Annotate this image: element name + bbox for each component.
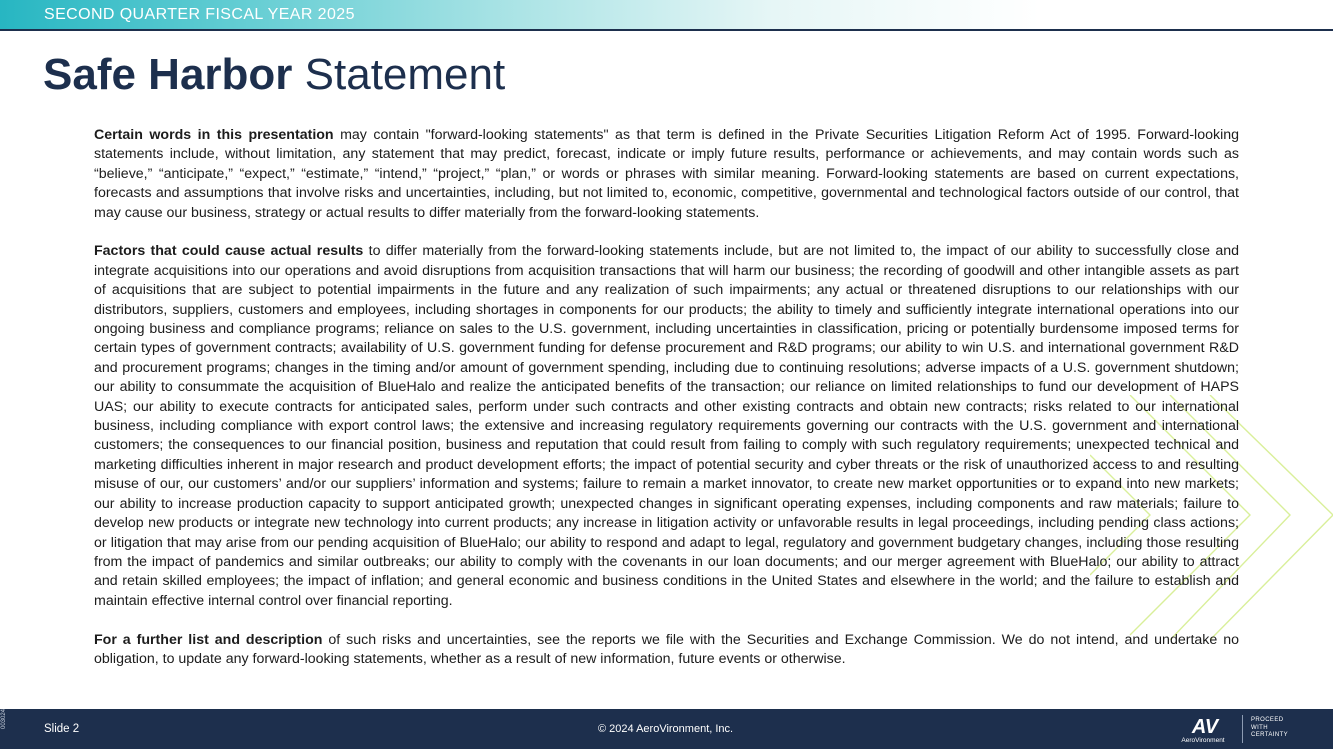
document-code: 003024 — [1, 708, 7, 729]
logo-wordmark: AeroVironment — [1181, 737, 1225, 744]
tagline — [1251, 717, 1311, 740]
tagline-line: PROCEED — [1251, 717, 1284, 723]
paragraph-lead: For a further list and description — [94, 631, 323, 648]
paragraph-text: to differ materially from the forward-looking statements include, but are not limited to, the impact of our ability to successfully close and integrate acquisitions into our operations and avoid disruptions from acquisition transactions that will harm our business; the recording of goodwill and other intangible assets as part of acquisitions that are subject to potential impairments in the future and any realization of such impairments; any actual or threatened disruptions to our relationships with our distributors, suppliers, customers and employees, including shortages in components for our products; the ability to timely and sufficiently integrate international operations into our ongoing business and compliance programs; reliance on sales to the U.S. government, including uncertainties in classification, pricing or potentially burdensome imposed terms for certain types of government contracts; availability of U.S. government funding for defense procurement and R&D programs; our ability to win U.S. and international government R&D and procurement programs; changes in the timing and/or amount of government spending, including due to continuing resolutions; adverse impacts of a U.S. government shutdown; our ability to consummate the acquisition of BlueHalo and realize the anticipated benefits of the transaction; our reliance on limited relationships to fund our development of HAPS UAS; our ability to execute contracts for anticipated sales, perform under such contracts and other existing contracts and obtain new contracts; risks related to our international business, including compliance with export control laws; the extensive and increasing regulatory requirements governing our contracts with the U.S. government and international customers; the consequences to our financial position, business and reputation that could result from failing to comply with such regulatory requirements; unexpected technical and marketing difficulties inherent in major research and product development efforts; the impact of potential security and cyber threats or the risk of unauthorized access to and resulting misuse of our, our customers’ and/or our suppliers’ information and systems; failure to remain a market innovator, to create new market opportunities or to expand into new markets; our ability to increase production capacity to support anticipated growth; unexpected changes in significant operating expenses, including components and raw materials; failure to develop new products or integrate new technology into current products; any increase in litigation activity or unfavorable results in legal proceedings, including pending class actions; or litigation that may arise from our pending acquisition of BlueHalo; our ability to respond and adapt to legal, regulatory and government budgetary changes, including those resulting from the impact of pandemics and similar outbreaks; our ability to comply with the covenants in our loan documents; and our merger agreement with BlueHalo; our ability to attract and retain skilled employees; the impact of inflation; and general economic and business conditions in the United States and elsewhere in the world; and the failure to establish and maintain effective internal control over financial reporting. — [94, 243, 1239, 609]
top-banner — [0, 0, 1333, 30]
footer-bar — [0, 709, 1333, 749]
page-title — [43, 50, 505, 100]
slide-number: Slide 2 — [44, 723, 80, 735]
paragraph-lead: Certain words in this presentation — [94, 127, 334, 143]
aerovironment-logo — [1174, 715, 1236, 745]
logo-mark: AV — [1191, 716, 1219, 738]
logo-divider — [1242, 715, 1243, 743]
copyright-notice: © 2024 AeroVironment, Inc. — [598, 723, 734, 735]
safe-harbor-body — [94, 126, 1239, 689]
tagline-line: WITH — [1251, 724, 1268, 731]
paragraph-further-list — [94, 631, 1239, 670]
paragraph-risk-factors — [94, 242, 1239, 611]
paragraph-text: may contain "forward-looking statements" as that term is defined in the Private Securities Litigation Reform Act of 1995. Forward-looking statements include, without limitation, any statement that may predict, forecast, indicate or imply future results, performance or achievements, and may contain words such as “believe,” “anticipate,” “expect,” “estimate,” “intend,” “project,” “plan,” or words or phrases with similar meaning. Forward-looking statements are based on current expectations, forecasts and assumptions that involve risks and uncertainties, including, but not limited to, economic, competitive, governmental and technological factors outside of our control, that may cause our business, strategy or actual results to differ materially from the forward-looking statements. — [94, 127, 1239, 221]
banner-text: SECOND QUARTER FISCAL YEAR 2025 — [44, 6, 355, 23]
top-rule — [0, 29, 1333, 31]
paragraph-text: of such risks and uncertainties, see the reports we file with the Securities and Exchange Commission. We do not intend, and undertake no obligation, to update any forward-looking statements, whether as a result of new information, future events or otherwise. — [94, 631, 1239, 667]
tagline-line: CERTAINTY — [1251, 732, 1289, 738]
title-bold: Safe Harbor — [43, 50, 293, 99]
paragraph-forward-looking — [94, 126, 1239, 223]
title-light: Statement — [304, 50, 506, 99]
paragraph-lead: Factors that could cause actual results — [94, 243, 364, 260]
